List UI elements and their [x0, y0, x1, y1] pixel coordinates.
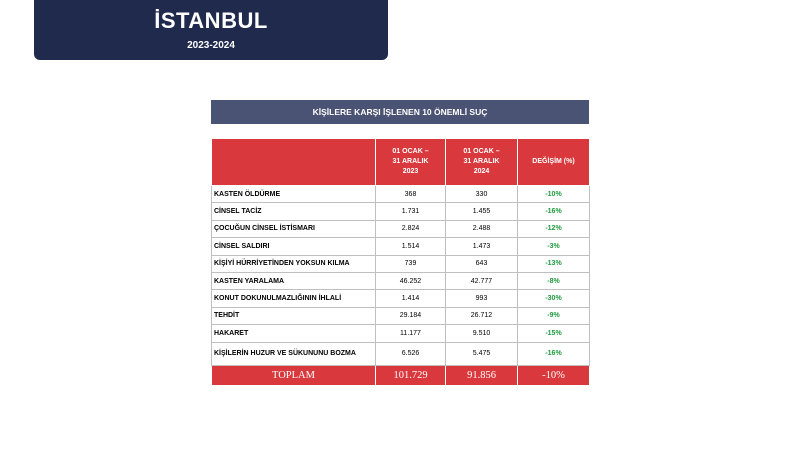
value-2024: 42.777	[446, 272, 518, 289]
value-2023: 2.824	[376, 220, 446, 237]
crime-name: KASTEN YARALAMA	[212, 272, 376, 289]
value-change: -13%	[518, 255, 590, 272]
value-change: -3%	[518, 238, 590, 255]
value-change: -10%	[518, 186, 590, 203]
total-label: TOPLAM	[212, 365, 376, 385]
value-2024: 993	[446, 290, 518, 307]
crime-name: CİNSEL SALDIRI	[212, 238, 376, 255]
crime-name: TEHDİT	[212, 307, 376, 324]
header-crime	[212, 139, 376, 186]
table-row	[212, 238, 590, 255]
value-change: -12%	[518, 220, 590, 237]
header-2024-line3: 2024	[473, 168, 490, 175]
total-2023: 101.729	[376, 365, 446, 385]
total-change: -10%	[518, 365, 590, 385]
header-2024-line2: 31 ARALIK	[463, 158, 500, 165]
table-row	[212, 342, 590, 365]
header-change: DEĞİŞİM (%)	[518, 139, 590, 186]
value-change: -9%	[518, 307, 590, 324]
value-2024: 2.488	[446, 220, 518, 237]
value-2023: 1.414	[376, 290, 446, 307]
value-2024: 1.455	[446, 203, 518, 220]
value-2024: 643	[446, 255, 518, 272]
value-2023: 46.252	[376, 272, 446, 289]
table-title: KİŞİLERE KARŞI İŞLENEN 10 ÖNEMLİ SUÇ	[211, 100, 589, 124]
value-change: -16%	[518, 342, 590, 365]
value-2024: 1.473	[446, 238, 518, 255]
header-2024	[446, 139, 518, 186]
crime-name: KASTEN ÖLDÜRME	[212, 186, 376, 203]
header-2024-line1: 01 OCAK –	[463, 148, 500, 155]
value-2023: 11.177	[376, 325, 446, 342]
header-2023-line1: 01 OCAK –	[392, 148, 429, 155]
table-row	[212, 186, 590, 203]
header-2023-line2: 31 ARALIK	[392, 158, 429, 165]
table-header-row	[212, 139, 590, 186]
table-row	[212, 255, 590, 272]
total-row	[212, 365, 590, 385]
value-2024: 9.510	[446, 325, 518, 342]
crime-name: KONUT DOKUNULMAZLIĞININ İHLALİ	[212, 290, 376, 307]
value-change: -16%	[518, 203, 590, 220]
value-2023: 1.514	[376, 238, 446, 255]
value-2023: 1.731	[376, 203, 446, 220]
value-2024: 26.712	[446, 307, 518, 324]
table-row	[212, 290, 590, 307]
value-change: -30%	[518, 290, 590, 307]
crime-name: HAKARET	[212, 325, 376, 342]
table-row	[212, 325, 590, 342]
table-row	[212, 220, 590, 237]
title-box	[34, 0, 388, 60]
crime-name: KİŞİLERİN HUZUR VE SÜKUNUNU BOZMA	[212, 342, 376, 365]
page-period: 2023-2024	[187, 40, 235, 51]
value-2023: 6.526	[376, 342, 446, 365]
header-2023	[376, 139, 446, 186]
header-2023-line3: 2023	[402, 168, 419, 175]
table-row	[212, 272, 590, 289]
table-row	[212, 203, 590, 220]
value-change: -15%	[518, 325, 590, 342]
value-2024: 330	[446, 186, 518, 203]
value-2023: 739	[376, 255, 446, 272]
table-row	[212, 307, 590, 324]
value-change: -8%	[518, 272, 590, 289]
value-2024: 5.475	[446, 342, 518, 365]
crime-name: KİŞİYİ HÜRRİYETİNDEN YOKSUN KILMA	[212, 255, 376, 272]
crime-name: CİNSEL TACİZ	[212, 203, 376, 220]
total-2024: 91.856	[446, 365, 518, 385]
page-title: İSTANBUL	[154, 8, 268, 33]
crime-table	[211, 138, 590, 386]
value-2023: 29.184	[376, 307, 446, 324]
value-2023: 368	[376, 186, 446, 203]
crime-name: ÇOCUĞUN CİNSEL İSTİSMARI	[212, 220, 376, 237]
